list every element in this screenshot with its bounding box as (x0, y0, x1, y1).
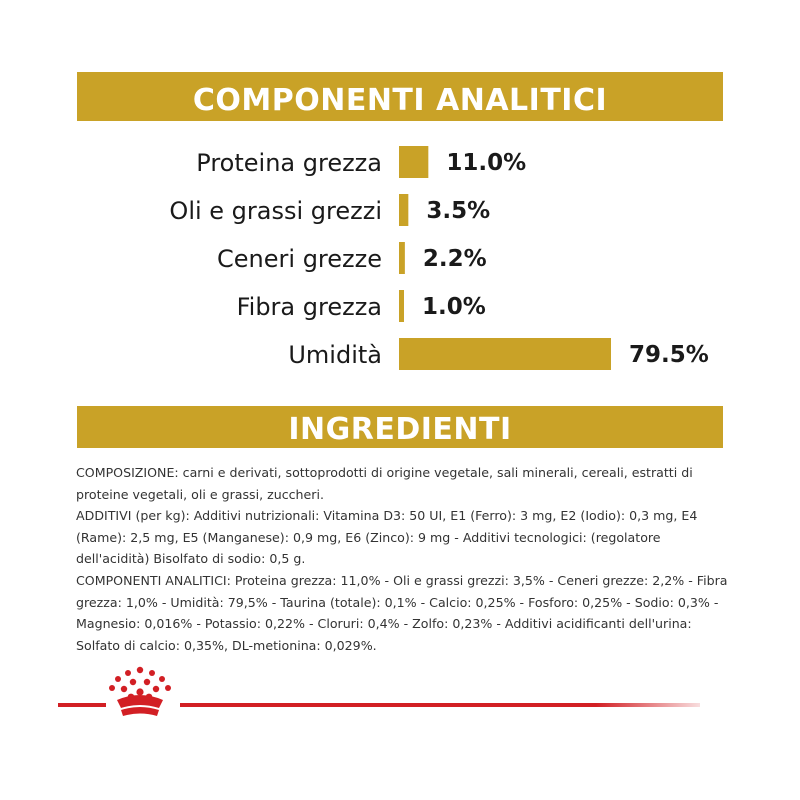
bar (399, 290, 404, 322)
analytic-components-banner: COMPONENTI ANALITICI (77, 72, 723, 121)
composition-paragraph: COMPOSIZIONE: carni e derivati, sottoprodotti di origine vegetale, sali minerali, cereali, estratti di proteine vegetali, oli e grassi, zuccheri. (76, 465, 693, 502)
value-label: 1.0% (422, 294, 486, 320)
value-label: 3.5% (426, 198, 491, 224)
additives-paragraph: ADDITIVI (per kg): Additivi nutrizionali: Vitamina D3: 50 UI, E1 (Ferro): 3 mg, E2 (Iodio): 0,3 mg, E4 (Rame): 2,5 mg, E5 (Manganese): 0,9 mg, E6 (Zinco): 9 mg - Additivi tecnologici: (regolatore dell'acidità) Bisolfato di sodio: 0,5 g. (76, 508, 698, 567)
value-label: 2.2% (422, 246, 487, 272)
ingredients-banner: INGREDIENTI (77, 406, 723, 448)
ingredients-text (76, 462, 728, 656)
footer-line-right (180, 703, 700, 707)
crown-logo-icon (103, 664, 177, 722)
bar (399, 338, 611, 370)
category-label: Proteina grezza (196, 149, 382, 177)
value-label: 79.5% (629, 342, 709, 368)
category-label: Oli e grassi grezzi (169, 197, 382, 225)
bar (399, 146, 428, 178)
bar (399, 242, 405, 274)
category-label: Fibra grezza (236, 293, 382, 321)
bar (399, 194, 408, 226)
footer-line-left (58, 703, 106, 707)
analytic-components-paragraph: COMPONENTI ANALITICI: Proteina grezza: 11,0% - Oli e grassi grezzi: 3,5% - Ceneri grezze: 2,2% - Fibra grezza: 1,0% - Umidità: 79,5% - Taurina (totale): 0,1% - Calcio: 0,25% - Fosforo: 0,25% - Sodio: 0,3% - Magnesio: 0,016% - Potassio: 0,22% - Cloruri: 0,4% - Zolfo: 0,23% - Additivi acidificanti dell'urina: Solfato di calcio: 0,35%, DL-metionina: 0,029%. (76, 572, 728, 653)
value-label: 11.0% (446, 150, 527, 176)
category-label: Ceneri grezze (217, 245, 382, 273)
category-label: Umidità (288, 341, 382, 369)
